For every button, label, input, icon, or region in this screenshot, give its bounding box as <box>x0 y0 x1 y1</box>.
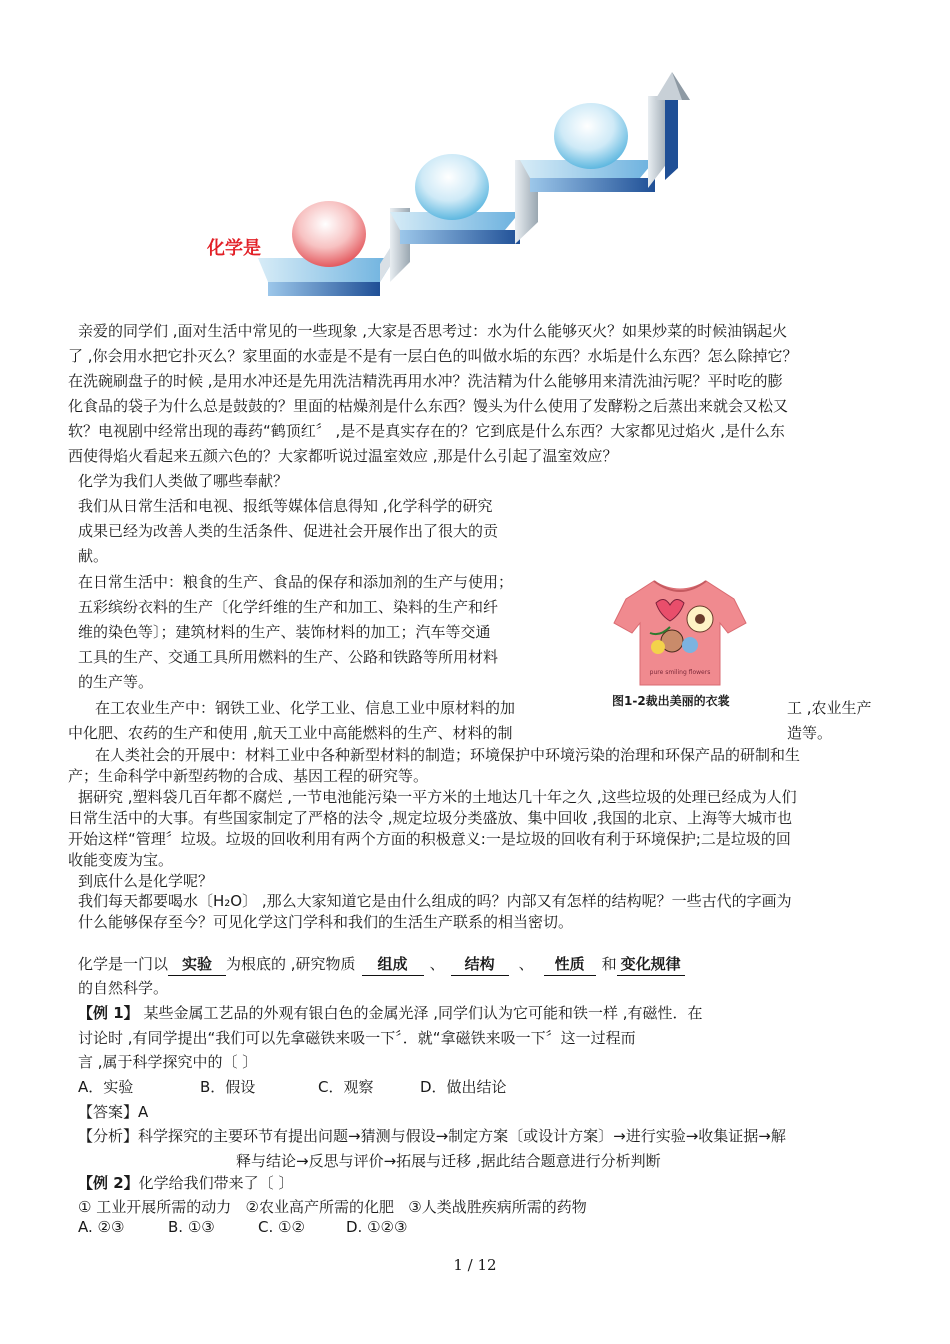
example2-option-c: C. ①② <box>258 1218 305 1236</box>
example1-line-2: 讨论时 ,有同学提出“我们可以先拿磁铁来吸一下〞．就“拿磁铁来吸一下〞这一过程而 <box>78 1029 636 1047</box>
contrib-p2-line-5: 的生产等。 <box>78 673 154 691</box>
contrib-p5-line-1: 据研究 ,塑料袋几百年都不腐烂 ,一节电池能污染一平方米的土地达几十年之久 ,这些垃圾的处理已经成为人们 <box>78 788 797 806</box>
what-heading: 到底什么是化学呢？ <box>78 872 214 890</box>
example1-option-b: B．假设 <box>200 1078 256 1096</box>
example1-line-3: 言 ,属于科学探究中的〔 〕 <box>78 1053 258 1071</box>
red-ball <box>292 201 366 267</box>
stair-arrow <box>648 72 690 188</box>
contrib-p1-line-1: 我们从日常生活和电视、报纸等媒体信息得知 ,化学科学的研究 <box>78 497 493 515</box>
contrib-heading: 化学为我们人类做了哪些奉献？ <box>78 472 289 490</box>
contrib-p3-tail-1: 工 ,农业生产 <box>787 699 872 717</box>
contrib-p5-line-3: 开始这样“管理〞垃圾。垃圾的回收利用有两个方面的积极意义:一是垃圾的回收有利于环境保护;二是垃圾的回 <box>68 830 791 848</box>
definition-suffix: 的自然科学。 <box>78 979 169 997</box>
what-line-2: 什么能够保存至今？可见化学这门学科和我们的生活生产联系的相当密切。 <box>78 913 574 931</box>
contrib-p1-line-2: 成果已经为改善人类的生活条件、促进社会开展作出了很大的贡 <box>78 522 499 540</box>
intro-line-4: 化食品的袋子为什么总是鼓鼓的？里面的枯燥剂是什么东西？馒头为什么使用了发酵粉之后蒸出来就会又松又 <box>68 397 789 415</box>
intro-line-3: 在洗碗刷盘子的时候 ,是用水冲还是先用洗洁精洗再用水冲？洗洁精为什么能够用来清洗油污呢？平时吃的膨 <box>68 372 783 390</box>
contrib-p2-line-3: 维的染色等〕；建筑材料的生产、装饰材料的加工；汽车等交通 <box>78 623 491 641</box>
definition-mid: 为根底的 ,研究物质 <box>226 955 356 973</box>
shirt-figure <box>612 575 748 690</box>
example1-label: 【例 1】 <box>78 1004 139 1022</box>
contrib-p2-line-1: 在日常生活中：粮食的生产、食品的保存和添加剂的生产与使用； <box>78 573 514 591</box>
contrib-p5-line-2: 日常生活中的大事。有些国家制定了严格的法令 ,规定垃圾分类盛放、集中回收 ,我国的北京、上海等大城市也 <box>68 809 793 827</box>
contrib-p3-line-1: 在工农业生产中：钢铁工业、化学工业、信息工业中原材料的加 <box>95 699 516 717</box>
blank-experiment: 实验 <box>168 953 226 976</box>
example2-option-a: A. ②③ <box>78 1218 125 1236</box>
definition-line: 化学是一门以 实验 为根底的 ,研究物质 组成 、 结构 、 性质 和 变化规律 <box>78 953 685 976</box>
example2-items: ① 工业开展所需的动力 ②农业高产所需的化肥 ③人类战胜疾病所需的药物 <box>78 1198 587 1216</box>
header-staircase-graphic <box>0 0 950 300</box>
contrib-p5-line-4: 收能变废为宝。 <box>68 851 174 869</box>
intro-line-2: 了 ,你会用水把它扑灭么？家里面的水壶是不是有一层白色的叫做水垢的东西？水垢是什么东西？怎么除掉它？ <box>68 347 798 365</box>
example1-option-a: A．实验 <box>78 1078 134 1096</box>
example2-line-1: 【例 2】化学给我们带来了〔 〕 <box>78 1174 294 1192</box>
contrib-p1-line-3: 献。 <box>78 547 109 565</box>
example1-option-d: D．做出结论 <box>420 1078 507 1096</box>
example1-analysis-line-1: 【分析】科学探究的主要环节有提出问题→猜测与假设→制定方案〔或设计方案〕→进行实验→收集证据→解 <box>78 1127 786 1145</box>
what-line-1: 我们每天都要喝水〔H₂O〕 ,那么大家知道它是由什么组成的吗？内部又有怎样的结构呢？一些古代的字画为 <box>78 892 792 910</box>
contrib-p2-line-2: 五彩缤纷衣料的生产〔化学纤维的生产和加工、染料的生产和纤 <box>78 598 499 616</box>
header-title: 化学是 <box>207 238 261 259</box>
example2-label: 【例 2】 <box>78 1174 139 1192</box>
example2-option-d: D. ①②③ <box>346 1218 408 1236</box>
example2-option-b: B. ①③ <box>168 1218 215 1236</box>
contrib-p4-line-1: 在人类社会的开展中：材料工业中各种新型材料的制造；环境保护中环境污染的治理和环保产品的研制和生 <box>95 746 801 764</box>
shirt-print-text: pure smiling flowers <box>649 669 711 676</box>
blue-ball-middle <box>415 154 489 220</box>
intro-line-6: 西使得焰火看起来五颜六色的？大家都听说过温室效应 ,那是什么引起了温室效应？ <box>68 447 618 465</box>
contrib-p4-line-2: 产；生命科学中新型药物的合成、基因工程的研究等。 <box>68 767 429 785</box>
blank-composition: 组成 <box>362 953 424 976</box>
blank-change-law: 变化规律 <box>617 953 685 976</box>
example1-line-1: 【例 1】 某些金属工艺品的外观有银白色的金属光泽 ,同学们认为它可能和铁一样 ,有磁性．在 <box>78 1004 703 1022</box>
blank-property: 性质 <box>544 953 596 976</box>
contrib-p3-tail-2: 造等。 <box>787 724 833 742</box>
contrib-p3-line-2: 中化肥、农药的生产和使用 ,航天工业中高能燃料的生产、材料的制 <box>68 724 513 742</box>
blank-structure: 结构 <box>451 953 509 976</box>
example1-analysis-line-2: 释与结论→反思与评价→拓展与迁移 ,据此结合题意进行分析判断 <box>236 1152 661 1170</box>
figure-caption: 图1-2裁出美丽的衣裳 <box>612 694 730 708</box>
blue-ball-top <box>554 103 628 169</box>
example1-answer: 【答案】A <box>78 1103 149 1121</box>
intro-line-1: 亲爱的同学们 ,面对生活中常见的一些现象 ,大家是否思考过：水为什么能够灭火？如果炒菜的时候油锅起火 <box>78 322 788 340</box>
definition-prefix: 化学是一门以 <box>78 955 169 973</box>
contrib-p2-line-4: 工具的生产、交通工具所用燃料的生产、公路和铁路等所用材料 <box>78 648 499 666</box>
intro-line-5: 软？电视剧中经常出现的毒药“鹤顶红〞 ,是不是真实存在的？它到底是什么东西？大家都见过焰火 ,是什么东 <box>68 422 785 440</box>
example1-option-c: C．观察 <box>318 1078 374 1096</box>
page-number: 1 / 12 <box>453 1256 497 1274</box>
